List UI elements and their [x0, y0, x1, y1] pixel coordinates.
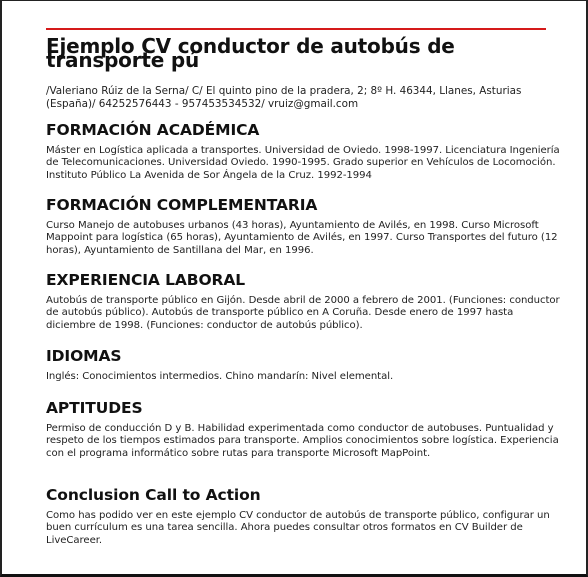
- header-accent-rule: [46, 28, 546, 30]
- section-heading: IDIOMAS: [46, 347, 122, 365]
- section-heading: FORMACIÓN ACADÉMICA: [46, 121, 260, 139]
- section-experiencia-laboral: [46, 271, 564, 332]
- section-heading: EXPERIENCIA LABORAL: [46, 271, 246, 289]
- section-body: Autobús de transporte público en Gijón. Desde abril de 2000 a febrero de 2001. (Funciones: conductor de autobús público). Autobús de transporte público en A Coruña. Desde enero de 1997 hasta diciembre de 1998. (Funciones: conductor de autobús público).: [46, 295, 560, 331]
- section-heading: APTITUDES: [46, 399, 143, 417]
- section-formacion-complementaria: [46, 196, 564, 257]
- section-idiomas: [46, 347, 564, 383]
- section-aptitudes: [46, 399, 564, 460]
- section-body: Inglés: Conocimientos intermedios. Chino mandarín: Nivel elemental.: [46, 371, 394, 382]
- section-formacion-academica: [46, 121, 564, 182]
- section-conclusion: [46, 486, 564, 547]
- section-body: Como has podido ver en este ejemplo CV conductor de autobús de transporte público, configurar un buen currículum es una tarea sencilla. Ahora puedes consultar otros formatos en CV Builder de LiveCareer.: [46, 510, 550, 546]
- section-body: Permiso de conducción D y B. Habilidad experimentada como conductor de autobuses. Puntualidad y respeto de los tiempos estimados para transporte. Amplios conocimientos sobre logística. Experiencia con el programa informático sobre rutas para transporte Microsoft MapPoint.: [46, 423, 559, 459]
- contact-info: /Valeriano Rúiz de la Serna/ C/ El quinto pino de la pradera, 2; 8º H. 46344, Llanes, Asturias (España)/ 64252576443 - 957453534532/ vruiz@gmail.com: [46, 85, 522, 110]
- section-heading: Conclusion Call to Action: [46, 486, 261, 504]
- page-title: Ejemplo CV conductor de autobús de transporte pú: [46, 34, 455, 72]
- section-heading: FORMACIÓN COMPLEMENTARIA: [46, 196, 318, 214]
- section-body: Curso Manejo de autobuses urbanos (43 horas), Ayuntamiento de Avilés, en 1998. Curso Microsoft Mappoint para logística (65 horas), Ayuntamiento de Avilés, en 1997. Curso Transportes del futuro (12 horas), Ayuntamiento de Santillana del Mar, en 1996.: [46, 220, 558, 256]
- section-body: Máster en Logística aplicada a transportes. Universidad de Oviedo. 1998-1997. Licenciatura Ingeniería de Telecomunicaciones. Universidad Oviedo. 1990-1995. Grado superior en Vehículos de Locomoción. Instituto Público La Avenida de Sor Ángela de la Cruz. 1992-1994: [46, 145, 560, 181]
